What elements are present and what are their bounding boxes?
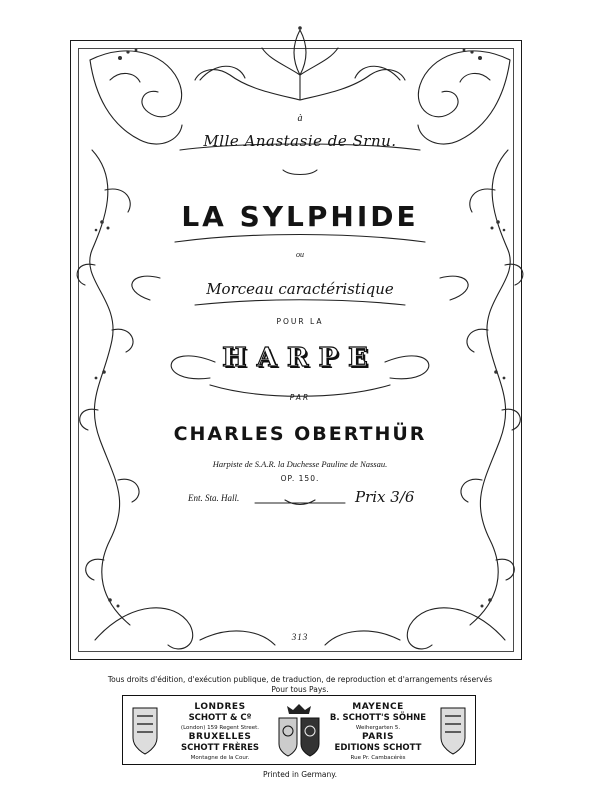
pour-la-label: POUR LA: [276, 317, 324, 326]
publisher-london-brussels: [165, 702, 275, 762]
royal-crest-icon: [269, 700, 329, 760]
plate-number: 313: [291, 632, 309, 642]
publisher-address: Rue Pr. Cambacérès: [350, 755, 406, 761]
instrument-name: HARPE: [222, 343, 378, 373]
printed-in: Printed in Germany.: [262, 770, 338, 779]
publisher-name: EDITIONS SCHOTT: [334, 743, 422, 753]
coat-of-arms-left-icon: [129, 702, 161, 758]
publisher-city: PARIS: [362, 732, 394, 742]
publisher-imprint: [122, 695, 476, 765]
title-conjunction: ou: [296, 250, 304, 259]
price: Prix 3/6: [355, 488, 415, 506]
publisher-name: SCHOTT FRÈRES: [180, 743, 260, 753]
publisher-mainz-paris: [323, 702, 433, 762]
publisher-address: Montagne de la Cour.: [190, 755, 250, 761]
work-title: LA SYLPHIDE: [181, 200, 419, 233]
publisher-address: (London) 159 Regent Street.: [180, 725, 260, 731]
rights-notice-scope: Pour tous Pays.: [271, 685, 329, 694]
publisher-city: MAYENCE: [352, 702, 404, 712]
entered-stationers-hall: Ent. Sta. Hall.: [188, 493, 240, 503]
composer-title: Harpiste de S.A.R. la Duchesse Pauline de Nassau.: [212, 459, 388, 469]
publisher-name: SCHOTT & Cº: [188, 713, 252, 723]
dedication-prefix: à: [297, 113, 303, 124]
coat-of-arms-right-icon: [437, 702, 469, 758]
publisher-city: LONDRES: [194, 702, 246, 712]
work-subtitle: Morceau caractéristique: [206, 280, 394, 298]
dedication: Mlle Anastasie de Srnu.: [203, 132, 397, 150]
publisher-city: BRUXELLES: [188, 732, 252, 742]
opus-number: OP. 150.: [280, 474, 320, 483]
publisher-address: Weihergarten 5.: [355, 725, 401, 731]
rights-notice: Tous droits d'édition, d'exécution publique, de traduction, de reproduction et d'arrangements réservés: [107, 675, 493, 684]
composer-name: CHARLES OBERTHÜR: [173, 423, 427, 445]
publisher-name: B. SCHOTT'S SÖHNE: [329, 713, 427, 723]
par-label: PAR: [289, 393, 311, 402]
